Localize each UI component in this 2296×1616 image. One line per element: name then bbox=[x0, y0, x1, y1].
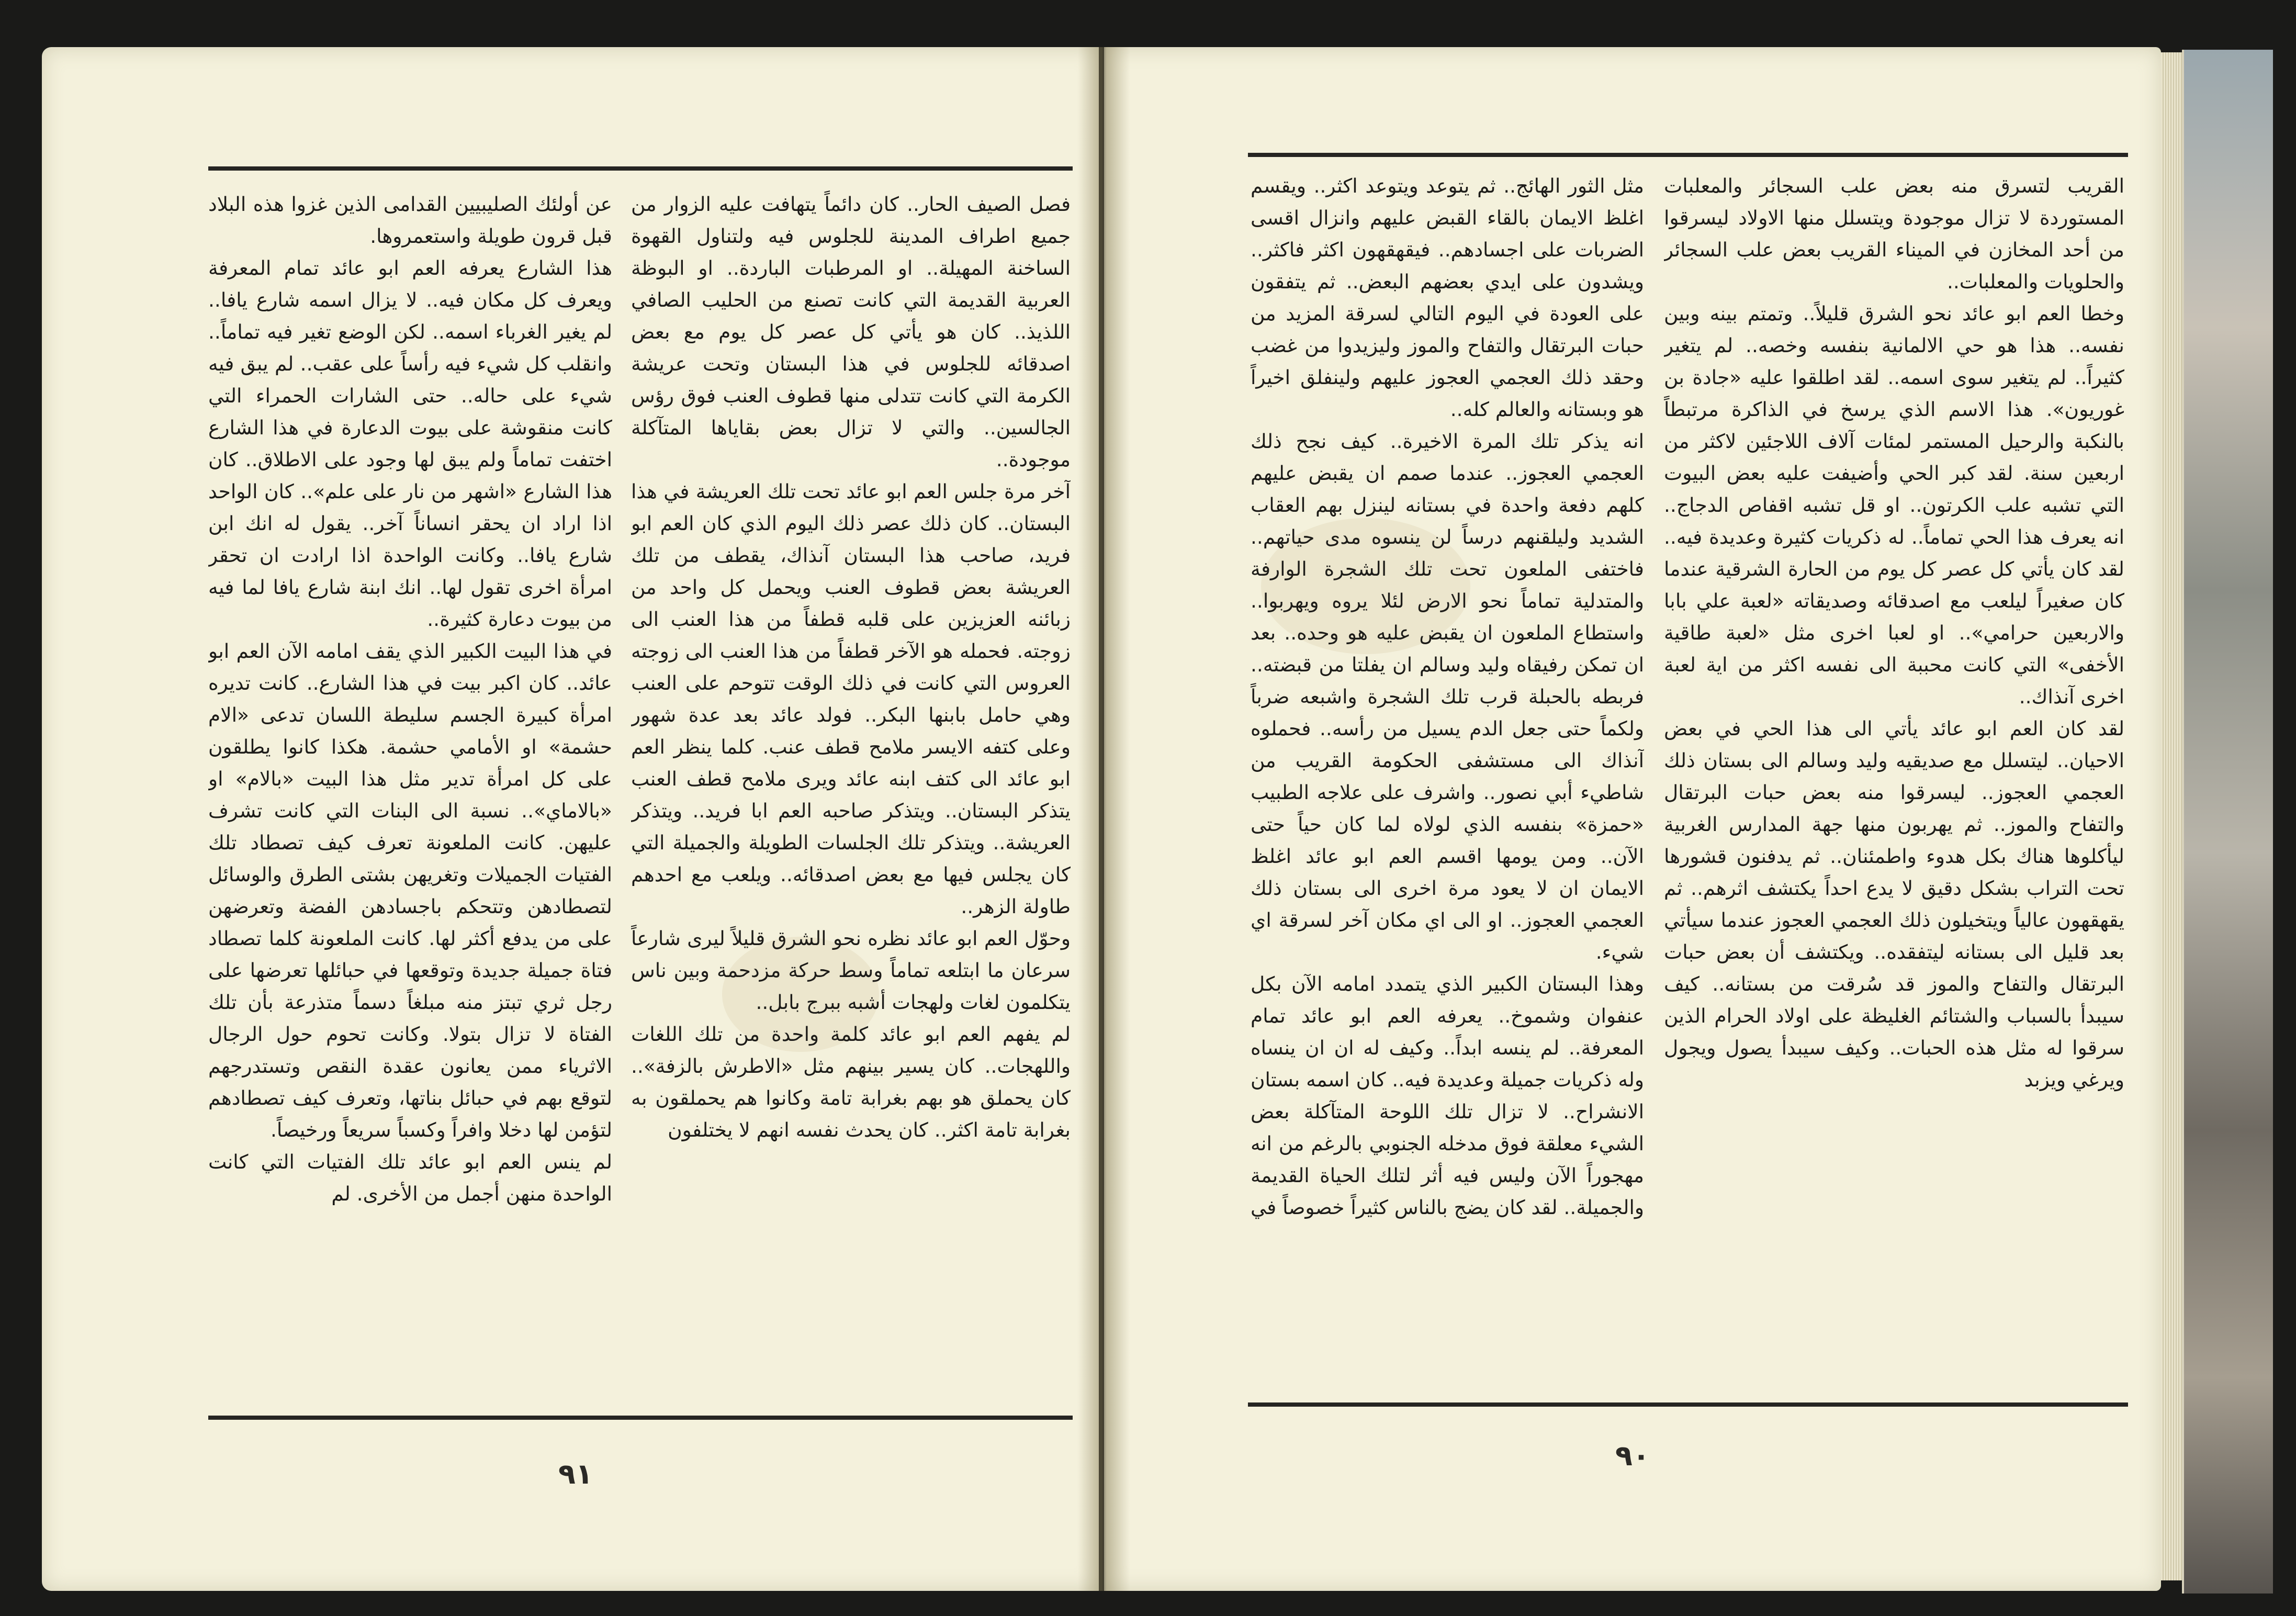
page-number: ٩٠ bbox=[1615, 1439, 1650, 1472]
paragraph: مثل الثور الهائج.. ثم يتوعد ويتوعد اكثر.. ويقسم اغلظ الايمان بالقاء القبض عليهم وانزال اقسى الضربات على اجسادهم.. فيقهقهون اكثر فاكثر.. ويشدون على ايدي بعضهم البعض.. ثم يتفقون على العودة في اليوم التالي لسرقة المزيد من حبات البرتقال والتفاح والموز وليزيدوا من غضب وحقد ذلك العجمي العجوز عليهم ولينفلق اخيراً هو وبستانه والعالم كله.. bbox=[1251, 174, 1644, 421]
paragraph: وحوّل العم ابو عائد نظره نحو الشرق قليلاً ليرى شارعاً سرعان ما ابتلعه تماماً وسط حركة مزدحمة وبين ناس يتكلمون لغات ولهجات أشبه ببرج بابل.. bbox=[631, 927, 1071, 1014]
paragraph: لم ينس العم ابو عائد تلك الفتيات التي كانت الواحدة منهن أجمل من الأخرى. لم bbox=[208, 1150, 612, 1205]
paragraph: لقد كان العم ابو عائد يأتي الى هذا الحي في بعض الاحيان.. ليتسلل مع صديقيه وليد وسالم الى بستان ذلك العجمي العجوز.. ليسرقوا منه بعض حبات البرتقال والتفاح والموز.. ثم يهربون منها جهة المدارس الغربية ليأكلوها هناك بكل هدوء واطمئنان.. ثم يدفنون قشورها تحت التراب بشكل دقيق لا يدع احداً يكتشف اثرهم.. ثم يقهقهون عالياً ويتخيلون ذلك العجمي العجوز عندما سيأتي بعد قليل الى بستانه ليتفقده.. ويكتشف أن بعض حبات البرتقال والتفاح والموز قد سُرقت من بستانه.. كيف سيبدأ بالسباب والشتائم الغليظة على اولاد الحرام الذين سرقوا له مثل هذه الحبات.. وكيف سيبدأ يصول ويجول ويرغي ويزبد bbox=[1664, 717, 2124, 1091]
paragraph: في هذا البيت الكبير الذي يقف امامه الآن العم ابو عائد.. كان اكبر بيت في هذا الشارع.. كانت تديره امرأة كبيرة الجسم سليطة اللسان تدعى «الام حشمة» او الأمامي حشمة. هكذا كانوا يطلقون على كل امرأة تدير مثل هذا البيت «بالام» او «بالاماي».. نسبة الى البنات التي كانت تشرف عليهن. كانت الملعونة تعرف كيف تصطاد تلك الفتيات الجميلات وتغريهن بشتى الطرق والوسائل لتصطادهن وتتحكم باجسادهن الفضة وتعرضهن على من يدفع أكثر لها. كانت الملعونة كلما تصطاد فتاة جميلة جديدة وتوقعها في حبائلها تعرضها على رجل ثري تبتز منه مبلغاً دسماً متذرعة بأن تلك الفتاة لا تزال بتولا. وكانت تحوم حول الرجال الاثرياء ممن يعانون عقدة النقص وتستدرجهم لتوقع بهم في حبائل بناتها، وتعرف كيف تصطادهم لتؤمن لها دخلا وافراً وكسباً سريعاً ورخيصاً. bbox=[208, 639, 612, 1141]
paragraph: عن أولئك الصليبيين القدامى الذين غزوا هذه البلاد قبل قرون طويلة واستعمروها. bbox=[208, 193, 612, 248]
paragraph: وهذا البستان الكبير الذي يتمدد امامه الآن بكل عنفوان وشموخ.. يعرفه العم ابو عائد تمام المعرفة.. لم ينسه ابداً.. وكيف له ان ان ينساه وله ذكريات جميلة وعديدة فيه.. كان اسمه بستان الانشراح.. لا تزال تلك اللوحة المتآكلة بعض الشيء معلقة فوق مدخله الجنوبي بالرغم من انه مهجوراً الآن وليس فيه أثر لتلك الحياة القديمة والجميلة.. لقد كان يضج بالناس كثيراً خصوصاً في bbox=[1251, 972, 1644, 1219]
book-cover-edge bbox=[2182, 50, 2273, 1593]
left-page-bottom-rule bbox=[208, 1416, 1073, 1420]
paragraph: فصل الصيف الحار.. كان دائماً يتهافت عليه الزوار من جميع اطراف المدينة للجلوس فيه ولتناول القهوة الساخنة المهيلة.. او المرطبات الباردة.. او البوظة العربية القديمة التي كانت تصنع من الحليب الصافي اللذيذ.. كان هو يأتي كل عصر كل يوم مع بعض اصدقائه للجلوس في هذا البستان وتحت عريشة الكرمة التي كانت تتدلى منها قطوف العنب فوق رؤس الجالسين.. والتي لا تزال بعض بقاياها المتآكلة موجودة.. bbox=[631, 193, 1071, 471]
book-spine-shadow bbox=[1078, 47, 1130, 1591]
right-page-bottom-rule bbox=[1248, 1402, 2128, 1407]
right-page-top-rule bbox=[1248, 153, 2128, 157]
page-number: ٩١ bbox=[558, 1457, 593, 1490]
paragraph: هذا الشارع يعرفه العم ابو عائد تمام المعرفة ويعرف كل مكان فيه.. لا يزال اسمه شارع يافا.. لم يغير الغرباء اسمه.. لكن الوضع تغير فيه تماماً.. وانقلب كل شيء فيه رأساً على عقب.. لم يبق فيه شيء على حاله.. حتى الشارات الحمراء التي كانت منقوشة على بيوت الدعارة في هذا الشارع اختفت تماماً ولم يبق لها وجود على الاطلاق.. كان هذا الشارع «اشهر من نار على علم».. كان الواحد اذا اراد ان يحقر انساناً آخر.. يقول له انك ابن شارع يافا.. وكانت الواحدة اذا ارادت ان تحقر امرأة اخرى تقول لها.. انك ابنة شارع يافا لما فيه من بيوت دعارة كثيرة.. bbox=[208, 256, 612, 631]
page-stack-edges bbox=[2161, 52, 2182, 1580]
paragraph: وخطا العم ابو عائد نحو الشرق قليلاً.. وتمتم بينه وبين نفسه.. هذا هو حي الالمانية بنفسه وخصه.. لم يتغير كثيراً.. لم يتغير سوى اسمه.. لقد اطلقوا عليه «جادة بن غوريون». هذا الاسم الذي يرسخ في الذاكرة مرتبطاً بالنكبة والرحيل المستمر لمئات آلاف اللاجئين لاكثر من اربعين سنة. لقد كبر الحي وأضيفت عليه بعض البيوت التي تشبه علب الكرتون.. او قل تشبه اقفاص الدجاج.. انه يعرف هذا الحي تماماً.. له ذكريات كثيرة وعديدة فيه.. لقد كان يأتي كل عصر كل يوم من الحارة الشرقية عندما كان صغيراً ليلعب مع اصدقائه وصديقاته «لعبة علي بابا والاربعين حرامي».. او لعبا اخرى مثل «لعبة طاقية الأخفى» التي كانت محببة الى نفسه اكثر من اية لعبة اخرى آنذاك.. bbox=[1664, 302, 2124, 708]
right-page-right-column bbox=[1664, 170, 2124, 1395]
paragraph: انه يذكر تلك المرة الاخيرة.. كيف نجح ذلك العجمي العجوز.. عندما صمم ان يقبض عليهم كلهم دفعة واحدة في بستانه لينزل بهم العقاب الشديد وليلقنهم درساً لن ينسوه مدى حياتهم.. فاختفى الملعون تحت تلك الشجرة الوارفة والمتدلية تماماً نحو الارض لئلا يروه ويهربوا.. واستطاع الملعون ان يقبض عليه هو وحده.. بعد ان تمكن رفيقاه وليد وسالم ان يفلتا من قبضته.. فربطه بالحبلة قرب تلك الشجرة واشبعه ضرباً ولكماً حتى جعل الدم يسيل من رأسه.. فحملوه آنذاك الى مستشفى الحكومة القريب من شاطيء أبي نصور.. واشرف على علاجه الطبيب «حمزة» بنفسه الذي لولاه لما كان حياً حتى الآن.. ومن يومها اقسم العم ابو عائد اغلظ الايمان ان لا يعود مرة اخرى الى بستان ذلك العجمي العجوز.. او الى اي مكان آخر لسرقة اي شيء. bbox=[1251, 430, 1644, 963]
left-page-top-rule bbox=[208, 166, 1073, 171]
paragraph: لم يفهم العم ابو عائد كلمة واحدة من تلك اللغات واللهجات.. كان يسير بينهم مثل «الاطرش بالزفة».. كان يحملق هو بهم بغرابة تامة وكانوا هم يحملقون به بغرابة تامة اكثر.. كان يحدث نفسه انهم لا يختلفون bbox=[631, 1023, 1071, 1141]
left-page-right-column bbox=[631, 188, 1071, 1387]
right-page-left-column bbox=[1251, 170, 1644, 1395]
paragraph: القريب لتسرق منه بعض علب السجائر والمعلبات المستوردة لا تزال موجودة ويتسلل منها الاولاد ليسرقوا من أحد المخازن في الميناء القريب بعض علب السجائر والحلويات والمعلبات.. bbox=[1664, 174, 2124, 293]
left-page-left-column bbox=[208, 188, 612, 1387]
paragraph: آخر مرة جلس العم ابو عائد تحت تلك العريشة في هذا البستان.. كان ذلك عصر ذلك اليوم الذي كان العم ابو فريد، صاحب هذا البستان آنذاك، يقطف من تلك العريشة بعض قطوف العنب ويحمل كل واحد من زبائنه العزيزين على قلبه قطفاً من هذا العنب الى زوجته. فحمله هو الآخر قطفاً من هذا العنب الى زوجته العروس التي كانت في ذلك الوقت تتوحم على العنب وهي حامل بابنها البكر.. فولد عائد بعد عدة شهور وعلى كتفه الايسر ملامح قطف عنب. كلما ينظر العم ابو عائد الى كتف ابنه عائد ويرى ملامح قطف العنب يتذكر البستان.. ويتذكر صاحبه العم ابا فريد.. ويتذكر العريشة.. ويتذكر تلك الجلسات الطويلة والجميلة التي كان يجلس فيها مع بعض اصدقائه.. ويلعب مع احدهم طاولة الزهر.. bbox=[631, 480, 1071, 918]
